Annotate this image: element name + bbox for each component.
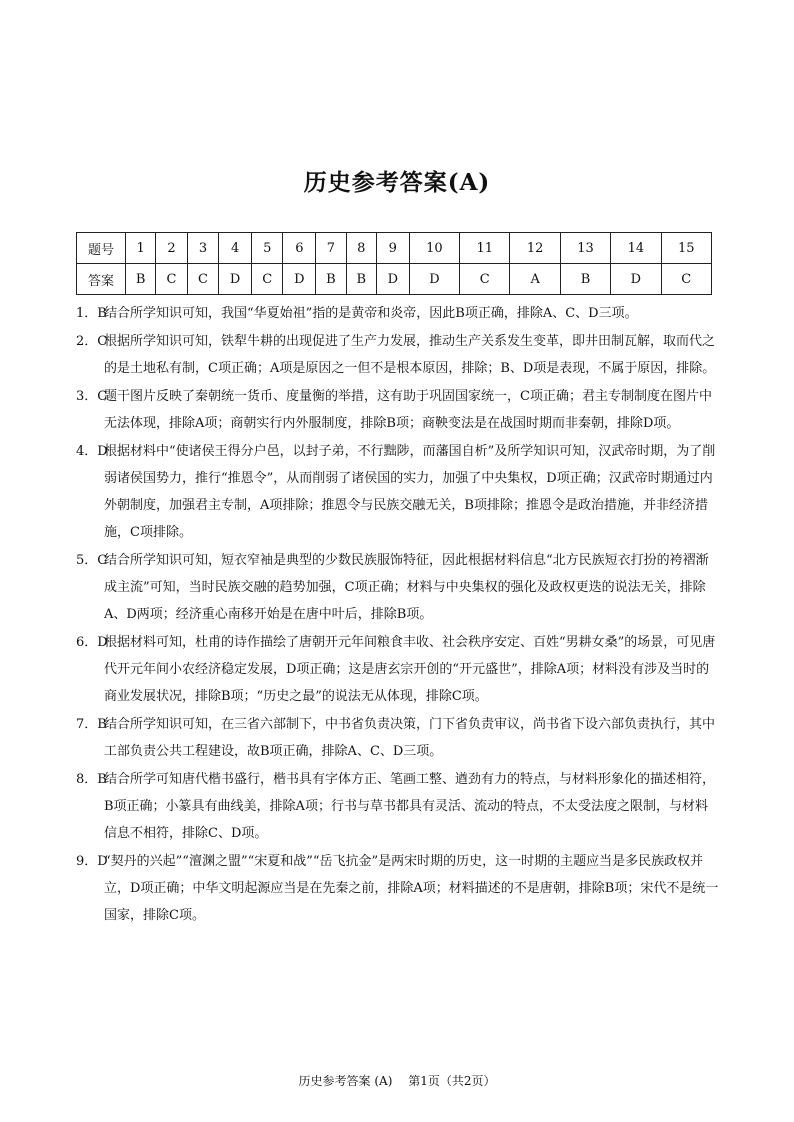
answer-cell: D bbox=[409, 264, 459, 295]
question-number: 6 bbox=[283, 233, 316, 264]
header-label: 题号 bbox=[77, 233, 126, 264]
table-row-answers bbox=[77, 264, 712, 295]
item-number: 2．C bbox=[76, 334, 108, 349]
explanation-item bbox=[76, 383, 720, 437]
explanation-list bbox=[76, 300, 720, 930]
question-number: 7 bbox=[316, 233, 346, 264]
question-number: 15 bbox=[661, 233, 711, 264]
table-row-numbers bbox=[77, 233, 712, 264]
item-number: 4．D bbox=[76, 444, 108, 459]
explanation-item bbox=[76, 766, 720, 847]
item-text: 结合所学知识可知，在三省六部制下，中书省负责决策，门下省负责审议，尚书省下设六部负责执行，其中工部负责公共工程建设，故B项正确，排除A、C、D三项。 bbox=[104, 717, 716, 759]
question-number: 8 bbox=[346, 233, 376, 264]
explanation-item bbox=[76, 711, 720, 765]
answer-cell: C bbox=[187, 264, 218, 295]
item-text: 根据材料可知，杜甫的诗作描绘了唐朝开元年间粮食丰收、社会秩序安定、百姓“男耕女桑”的场景，可见唐代开元年间小农经济稳定发展，D项正确；这是唐玄宗开创的“开元盛世”，排除A项；材料没有涉及当时的商业发展状况，排除B项；“历史之最”的说法无从体现，排除C项。 bbox=[104, 635, 716, 704]
item-text: 结合所学知识可知，短衣窄袖是典型的少数民族服饰特征，因此根据材料信息“北方民族短衣打扮的袴褶渐成主流”可知，当时民族交融的趋势加强，C项正确；材料与中央集权的强化及政权更迭的说法无关，排除A、D两项；经济重心南移开始是在唐中叶后，排除B项。 bbox=[104, 553, 709, 622]
item-number: 5．C bbox=[76, 553, 108, 568]
item-text: “契丹的兴起”“澶渊之盟”“宋夏和战”“岳飞抗金”是两宋时期的历史，这一时期的主题应当是多民族政权并立，D项正确；中华文明起源应当是在先秦之前，排除A项；材料描述的不是唐朝，排除B项；宋代不是统一国家，排除C项。 bbox=[104, 854, 719, 923]
explanation-item bbox=[76, 438, 720, 546]
page-footer: 历史参考答案 (A) 第1页（共2页） bbox=[298, 1074, 496, 1088]
item-number: 3．C bbox=[76, 389, 108, 404]
answer-cell: A bbox=[510, 264, 560, 295]
answer-cell: D bbox=[376, 264, 409, 295]
question-number: 2 bbox=[156, 233, 187, 264]
explanation-item bbox=[76, 848, 720, 929]
item-text: 题干图片反映了秦朝统一货币、度量衡的举措，这有助于巩固国家统一，C项正确；君主专制制度在图片中无法体现，排除A项；商朝实行内外服制度，排除B项；商鞅变法是在战国时期而非秦朝，排除D项。 bbox=[104, 389, 712, 431]
item-number: 6．D bbox=[76, 635, 108, 650]
answer-cell: B bbox=[316, 264, 346, 295]
answer-cell: D bbox=[611, 264, 661, 295]
question-number: 3 bbox=[187, 233, 218, 264]
question-number: 11 bbox=[460, 233, 510, 264]
page-title: 历史参考答案(A) bbox=[303, 169, 491, 196]
item-text: 结合所学知识可知，我国“华夏始祖”指的是黄帝和炎帝，因此B项正确，排除A、C、D三项。 bbox=[104, 306, 638, 321]
item-text: 结合所学可知唐代楷书盛行，楷书具有字体方正、笔画工整、遒劲有力的特点，与材料形象化的描述相符，B项正确；小篆具有曲线美，排除A项；行书与草书都具有灵活、流动的特点，不太受法度之限制，与材料信息不相符，排除C、D项。 bbox=[104, 772, 716, 841]
item-number: 7．B bbox=[76, 717, 107, 732]
item-text: 根据所学知识可知，铁犁牛耕的出现促进了生产力发展，推动生产关系发生变革，即井田制瓦解，取而代之的是土地私有制，C项正确；A项是原因之一但不是根本原因，排除；B、D项是表现，不属于原因，排除。 bbox=[104, 334, 716, 376]
explanation-item bbox=[76, 547, 720, 628]
answer-label: 答案 bbox=[77, 264, 126, 295]
question-number: 5 bbox=[252, 233, 283, 264]
answer-cell: D bbox=[283, 264, 316, 295]
question-number: 9 bbox=[376, 233, 409, 264]
question-number: 14 bbox=[611, 233, 661, 264]
item-number: 9．D bbox=[76, 854, 108, 869]
question-number: 12 bbox=[510, 233, 560, 264]
answer-table bbox=[76, 232, 712, 295]
item-number: 1．B bbox=[76, 306, 107, 321]
question-number: 10 bbox=[409, 233, 459, 264]
answer-cell: B bbox=[346, 264, 376, 295]
explanation-item bbox=[76, 328, 720, 382]
answer-cell: C bbox=[661, 264, 711, 295]
answer-cell: B bbox=[560, 264, 610, 295]
question-number: 1 bbox=[126, 233, 156, 264]
explanation-item bbox=[76, 629, 720, 710]
answer-cell: B bbox=[126, 264, 156, 295]
question-number: 13 bbox=[560, 233, 610, 264]
explanation-item bbox=[76, 300, 720, 327]
answer-cell: C bbox=[460, 264, 510, 295]
answer-cell: C bbox=[252, 264, 283, 295]
question-number: 4 bbox=[219, 233, 252, 264]
answer-cell: D bbox=[219, 264, 252, 295]
item-text: 根据材料中“使诸侯王得分户邑，以封子弟，不行黜陟，而藩国自析”及所学知识可知，汉武帝时期，为了削弱诸侯国势力，推行“推恩令”，从而削弱了诸侯国的实力，加强了中央集权，D项正确；汉武帝时期通过内外朝制度，加强君主专制，A项排除；推恩令与民族交融无关，B项排除；推恩令是政治措施，并非经济措施，C项排除。 bbox=[104, 444, 716, 540]
item-number: 8．B bbox=[76, 772, 107, 787]
answer-cell: C bbox=[156, 264, 187, 295]
